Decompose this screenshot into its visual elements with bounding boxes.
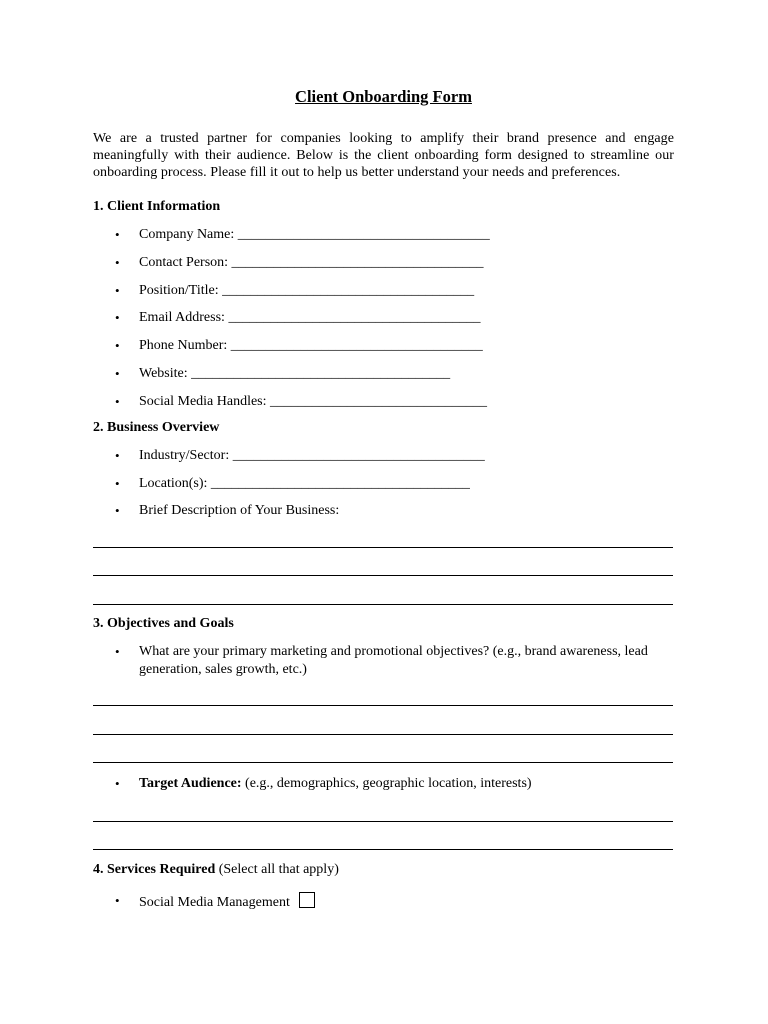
bullet-icon: • bbox=[115, 282, 120, 298]
form-page bbox=[93, 86, 674, 912]
question-text: What are your primary marketing and promotional objectives? (e.g., brand awareness, lead generation, sales growth, etc.) bbox=[139, 643, 648, 677]
company-name-field[interactable] bbox=[93, 226, 674, 254]
blank-line[interactable]: ____________________________________ bbox=[222, 282, 475, 298]
objectives-questions bbox=[93, 643, 674, 679]
target-audience-answer-lines bbox=[93, 793, 674, 850]
services-options bbox=[93, 892, 674, 912]
answer-line[interactable] bbox=[93, 706, 673, 735]
bullet-icon: • bbox=[115, 447, 120, 463]
objectives-question bbox=[93, 643, 674, 679]
bullet-icon: • bbox=[115, 776, 120, 792]
bullet-icon: • bbox=[115, 310, 120, 326]
answer-line[interactable] bbox=[93, 576, 673, 605]
section-heading-services-required bbox=[93, 861, 674, 879]
target-audience-item bbox=[93, 775, 674, 793]
contact-person-field[interactable] bbox=[93, 254, 674, 282]
client-information-fields bbox=[93, 226, 674, 419]
bullet-icon: • bbox=[115, 475, 120, 491]
field-label: Website: bbox=[139, 365, 188, 381]
business-description-lines bbox=[93, 519, 674, 605]
website-field[interactable] bbox=[93, 365, 674, 393]
bullet-icon: • bbox=[115, 338, 120, 354]
business-description-field bbox=[93, 502, 674, 520]
bullet-icon: • bbox=[115, 365, 120, 381]
answer-line[interactable] bbox=[93, 793, 673, 822]
field-label: Phone Number: bbox=[139, 338, 228, 354]
answer-line[interactable] bbox=[93, 548, 673, 577]
field-label: Email Address: bbox=[139, 310, 225, 326]
blank-line[interactable]: _____________________________________ bbox=[210, 475, 470, 491]
bullet-icon: • bbox=[115, 254, 120, 270]
field-label: Position/Title: bbox=[139, 282, 219, 298]
field-label: Company Name: bbox=[139, 227, 235, 242]
phone-number-field[interactable] bbox=[93, 337, 674, 365]
service-option-label: Social Media Management bbox=[139, 895, 290, 911]
field-label: Social Media Handles: bbox=[139, 393, 267, 409]
answer-line[interactable] bbox=[93, 735, 673, 764]
locations-field[interactable] bbox=[93, 475, 674, 503]
bullet-icon: • bbox=[115, 227, 120, 242]
bullet-icon: • bbox=[115, 393, 120, 409]
email-address-field[interactable] bbox=[93, 309, 674, 337]
business-overview-fields bbox=[93, 447, 674, 521]
answer-line[interactable] bbox=[93, 822, 673, 851]
checkbox-icon[interactable] bbox=[299, 892, 315, 908]
blank-line[interactable]: _______________________________ bbox=[270, 393, 488, 409]
field-label: Industry/Sector: bbox=[139, 447, 230, 463]
blank-line[interactable]: ____________________________________ bbox=[237, 227, 490, 242]
target-audience-question bbox=[93, 775, 674, 793]
page-title: Client Onboarding Form bbox=[295, 87, 472, 106]
field-label: Location(s): bbox=[139, 475, 208, 491]
target-audience-label: Target Audience: bbox=[139, 776, 242, 792]
answer-line[interactable] bbox=[93, 519, 673, 548]
social-media-handles-field[interactable] bbox=[93, 393, 674, 419]
field-label: Contact Person: bbox=[139, 254, 229, 270]
blank-line[interactable]: ____________________________________ bbox=[231, 254, 484, 270]
blank-line[interactable]: ____________________________________ bbox=[230, 338, 483, 354]
industry-sector-field[interactable] bbox=[93, 447, 674, 475]
target-audience-hint: (e.g., demographics, geographic location, interests) bbox=[241, 776, 532, 792]
services-heading-note: (Select all that apply) bbox=[215, 862, 339, 878]
answer-line[interactable] bbox=[93, 678, 673, 707]
field-label: Brief Description of Your Business: bbox=[139, 503, 340, 519]
blank-line[interactable]: _____________________________________ bbox=[191, 365, 451, 381]
bullet-icon: • bbox=[115, 643, 120, 659]
section-heading-objectives-goals: 3. Objectives and Goals bbox=[93, 615, 234, 631]
section-heading-client-information: 1. Client Information bbox=[93, 199, 221, 214]
position-title-field[interactable] bbox=[93, 282, 674, 310]
blank-line[interactable]: ____________________________________ bbox=[228, 310, 481, 326]
services-heading-bold: 4. Services Required bbox=[93, 862, 216, 878]
blank-line[interactable]: ____________________________________ bbox=[232, 447, 485, 463]
bullet-icon: • bbox=[115, 503, 120, 519]
objectives-answer-lines bbox=[93, 678, 674, 764]
section-heading-business-overview: 2. Business Overview bbox=[93, 419, 220, 435]
service-option-social-media-management[interactable] bbox=[93, 892, 674, 912]
bullet-icon: • bbox=[115, 893, 120, 909]
intro-paragraph: We are a trusted partner for companies looking to amplify their brand presence and engage meaningfully with their audience. Below is the client onboarding form designed to streamline our onboarding process. Please fill it out to help us better understand your needs and preferences. bbox=[93, 131, 674, 180]
